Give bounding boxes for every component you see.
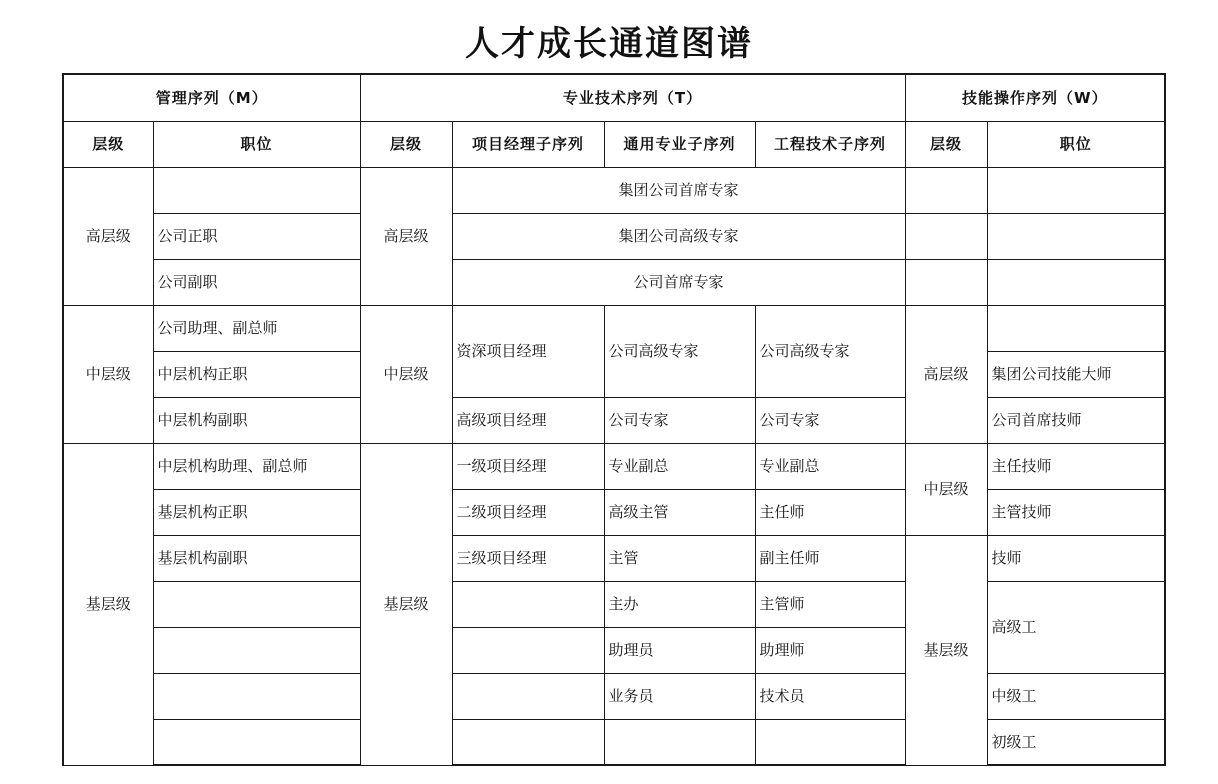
engineering-tech-cell: 技术员	[755, 673, 905, 719]
skill-level-column-header: 层级	[905, 121, 987, 167]
engineering-tech-cell: 副主任师	[755, 535, 905, 581]
page-title: 人才成长通道图谱	[465, 24, 753, 64]
professional-level-senior: 高层级	[360, 167, 452, 305]
professional-senior-merged-cell: 集团公司高级专家	[452, 213, 905, 259]
management-position-column-header: 职位	[153, 121, 360, 167]
skill-level-middle: 中层级	[905, 443, 987, 535]
engineering-tech-cell: 公司专家	[755, 397, 905, 443]
project-manager-cell: 高级项目经理	[452, 397, 604, 443]
project-manager-column-header: 项目经理子序列	[452, 121, 604, 167]
professional-level-column-header: 层级	[360, 121, 452, 167]
engineering-tech-cell: 公司高级专家	[755, 305, 905, 397]
skill-position-cell: 高级工	[987, 581, 1165, 673]
general-professional-cell: 助理员	[604, 627, 755, 673]
engineering-tech-cell: 专业副总	[755, 443, 905, 489]
engineering-tech-cell: 助理师	[755, 627, 905, 673]
management-position-cell	[153, 167, 360, 213]
management-level-column-header: 层级	[63, 121, 153, 167]
management-position-cell	[153, 719, 360, 765]
skill-position-cell: 公司首席技师	[987, 397, 1165, 443]
project-manager-cell: 二级项目经理	[452, 489, 604, 535]
professional-level-basic: 基层级	[360, 443, 452, 765]
management-level-basic: 基层级	[63, 443, 153, 765]
management-sequence-header: 管理序列（M）	[63, 74, 360, 121]
management-position-cell: 中层机构副职	[153, 397, 360, 443]
project-manager-cell	[452, 627, 604, 673]
professional-senior-merged-cell: 公司首席专家	[452, 259, 905, 305]
general-professional-cell: 主办	[604, 581, 755, 627]
management-position-cell: 公司副职	[153, 259, 360, 305]
management-position-cell: 公司助理、副总师	[153, 305, 360, 351]
skill-level-cell	[905, 259, 987, 305]
management-position-cell: 中层机构助理、副总师	[153, 443, 360, 489]
management-position-cell: 基层机构正职	[153, 489, 360, 535]
management-level-middle: 中层级	[63, 305, 153, 443]
skill-level-senior: 高层级	[905, 305, 987, 443]
management-position-cell: 中层机构正职	[153, 351, 360, 397]
project-manager-cell	[452, 719, 604, 765]
general-professional-cell	[604, 719, 755, 765]
general-professional-cell: 高级主管	[604, 489, 755, 535]
management-position-cell	[153, 581, 360, 627]
skill-sequence-header: 技能操作序列（W）	[905, 74, 1165, 121]
management-position-cell: 基层机构副职	[153, 535, 360, 581]
project-manager-cell: 资深项目经理	[452, 305, 604, 397]
skill-position-cell: 主管技师	[987, 489, 1165, 535]
management-level-senior: 高层级	[63, 167, 153, 305]
general-professional-cell: 业务员	[604, 673, 755, 719]
professional-senior-merged-cell: 集团公司首席专家	[452, 167, 905, 213]
skill-position-cell	[987, 213, 1165, 259]
skill-position-cell: 中级工	[987, 673, 1165, 719]
skill-level-basic: 基层级	[905, 535, 987, 765]
skill-position-cell	[987, 305, 1165, 351]
professional-level-middle: 中层级	[360, 305, 452, 443]
project-manager-cell: 三级项目经理	[452, 535, 604, 581]
skill-position-cell: 技师	[987, 535, 1165, 581]
engineering-tech-cell	[755, 719, 905, 765]
management-position-cell	[153, 627, 360, 673]
project-manager-cell	[452, 673, 604, 719]
management-position-cell	[153, 673, 360, 719]
general-professional-cell: 公司专家	[604, 397, 755, 443]
general-professional-cell: 专业副总	[604, 443, 755, 489]
skill-level-cell	[905, 213, 987, 259]
skill-level-cell	[905, 167, 987, 213]
skill-position-column-header: 职位	[987, 121, 1165, 167]
engineering-tech-column-header: 工程技术子序列	[755, 121, 905, 167]
skill-position-cell: 初级工	[987, 719, 1165, 765]
project-manager-cell: 一级项目经理	[452, 443, 604, 489]
engineering-tech-cell: 主任师	[755, 489, 905, 535]
skill-position-cell	[987, 259, 1165, 305]
management-position-cell: 公司正职	[153, 213, 360, 259]
general-professional-cell: 公司高级专家	[604, 305, 755, 397]
general-professional-column-header: 通用专业子序列	[604, 121, 755, 167]
talent-growth-chart-table	[62, 73, 1166, 766]
professional-sequence-header: 专业技术序列（T）	[360, 74, 905, 121]
skill-position-cell: 主任技师	[987, 443, 1165, 489]
skill-position-cell: 集团公司技能大师	[987, 351, 1165, 397]
general-professional-cell: 主管	[604, 535, 755, 581]
skill-position-cell	[987, 167, 1165, 213]
engineering-tech-cell: 主管师	[755, 581, 905, 627]
project-manager-cell	[452, 581, 604, 627]
